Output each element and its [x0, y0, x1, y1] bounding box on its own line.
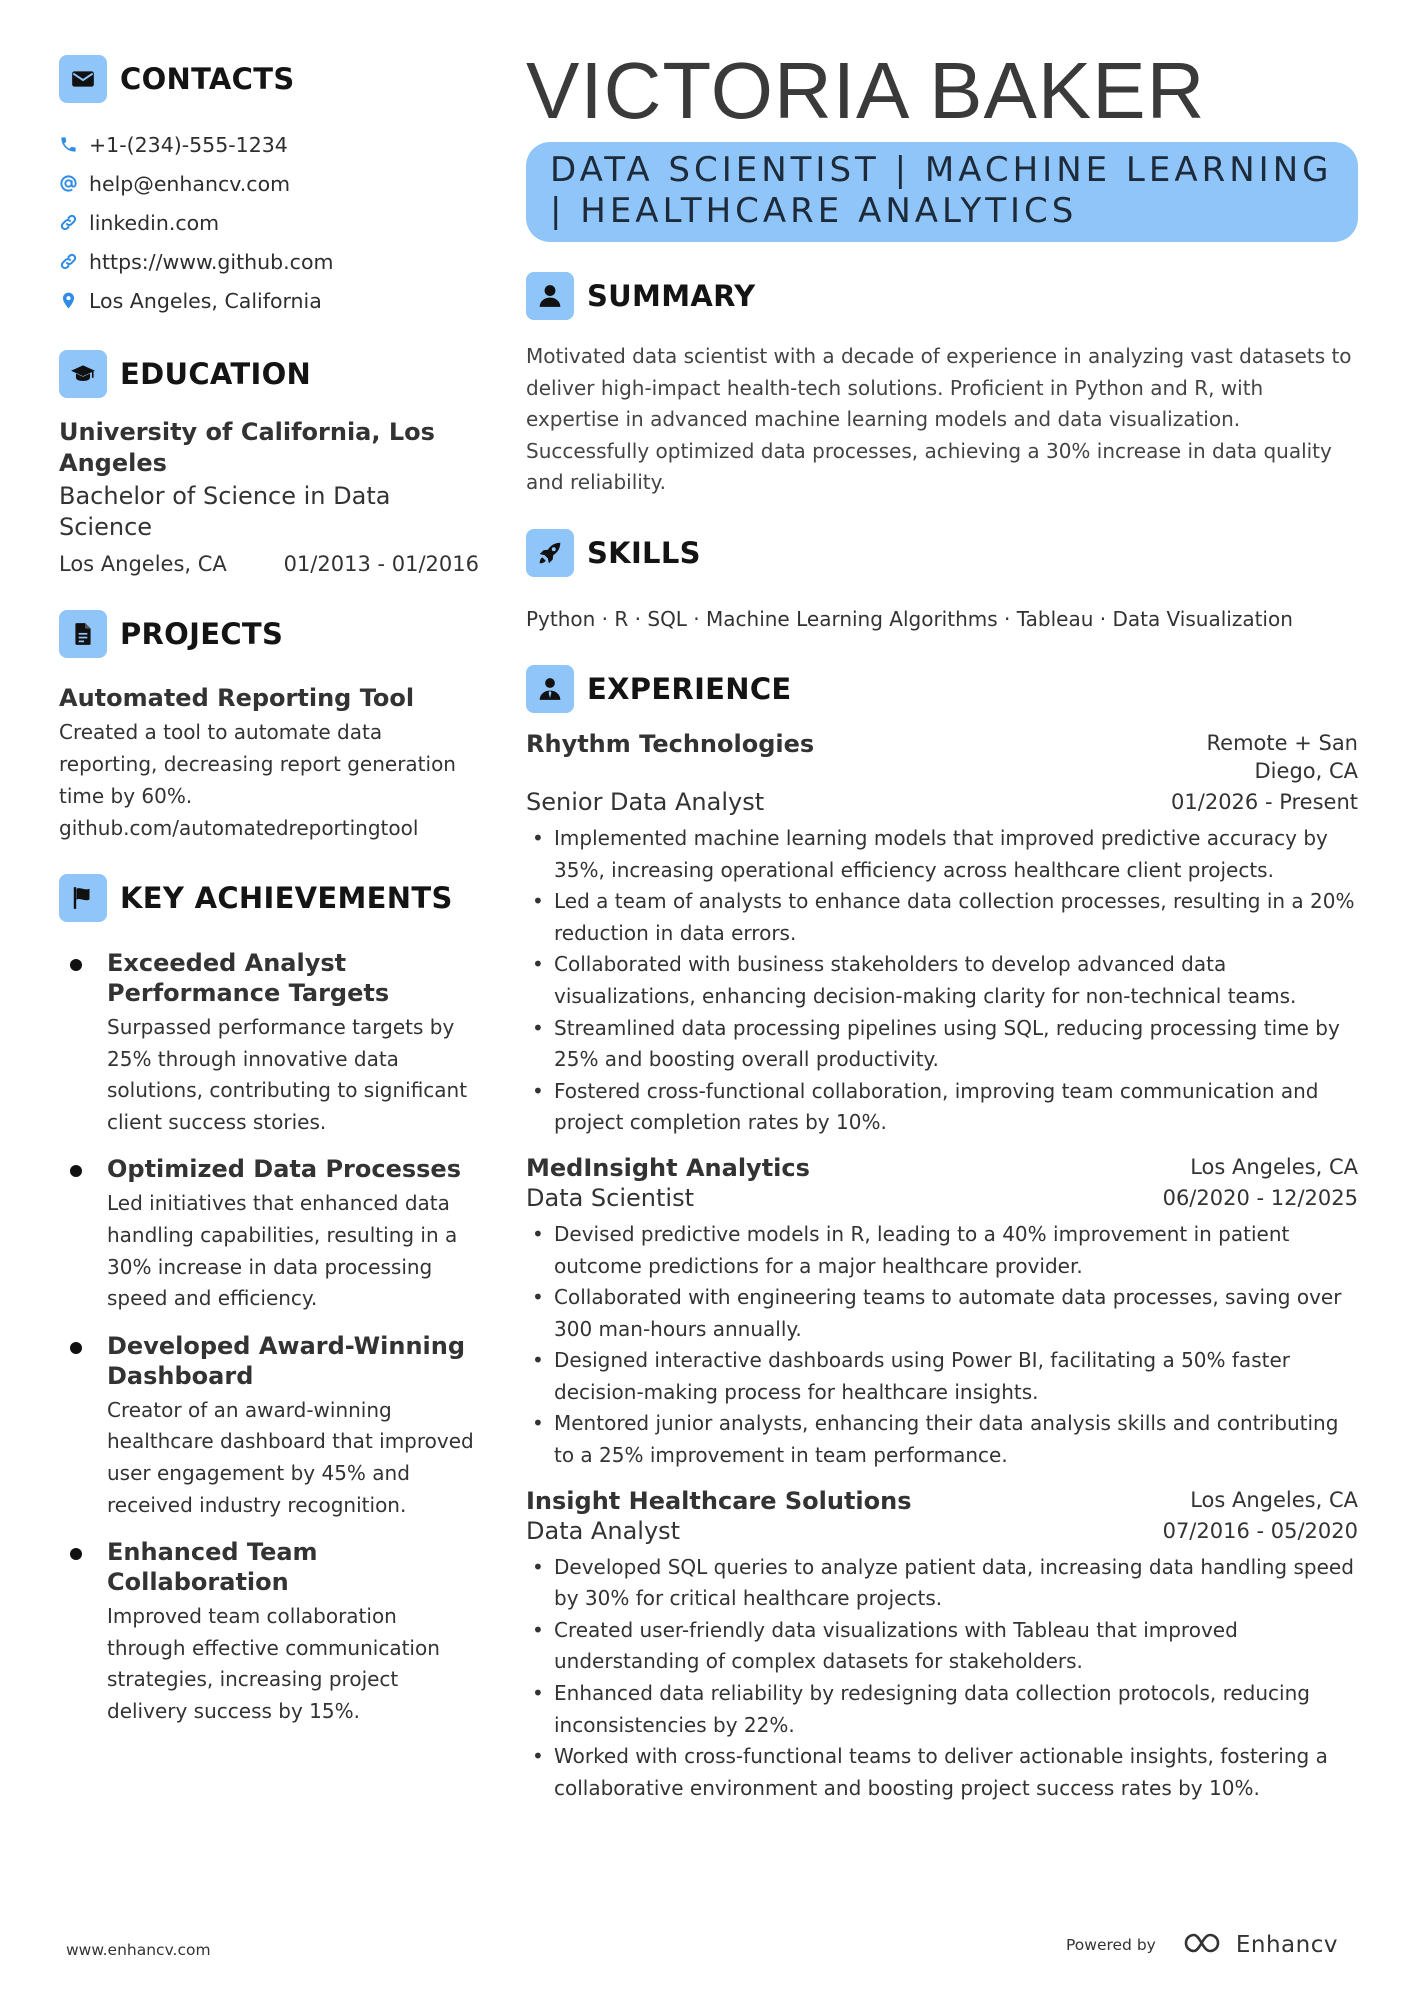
achievement-item — [59, 1537, 479, 1727]
achievement-title: Developed Award-Winning Dashboard — [107, 1331, 466, 1390]
job-bullet: • Enhanced data reliability by redesigning data collection protocols, reducing inconsistencies by 22%. — [526, 1678, 1358, 1741]
experience-header — [526, 665, 1358, 713]
achievement-description: Led initiatives that enhanced data handling capabilities, resulting in a 30% increase in data processing speed and efficiency. — [107, 1191, 458, 1311]
job-dates: 07/2016 - 05/2020 — [1162, 1518, 1358, 1543]
education-school: University of California, Los Angeles — [59, 418, 435, 477]
job-location: Remote + San Diego, CA — [1206, 730, 1358, 783]
achievements-header — [59, 874, 479, 922]
location-pin-icon — [59, 291, 89, 310]
achievements-list — [59, 948, 479, 1728]
footer-website[interactable]: www.enhancv.com — [66, 1941, 211, 1959]
job-dates: 01/2026 - Present — [1171, 789, 1358, 814]
job-entry — [526, 1486, 1358, 1805]
job-role-row — [526, 1183, 1358, 1213]
rocket-icon — [526, 529, 574, 577]
experience-heading: EXPERIENCE — [587, 671, 792, 706]
project-title: Automated Reporting Tool — [59, 684, 415, 712]
summary-header — [526, 272, 1358, 320]
achievement-item — [59, 1331, 479, 1521]
job-bullet: • Streamlined data processing pipelines using SQL, reducing processing time by 25% and boosting overall productivity. — [526, 1013, 1358, 1076]
summary-heading: SUMMARY — [587, 279, 756, 313]
job-bullet: • Fostered cross-functional collaboration, improving team communication and project completion rates by 10%. — [526, 1076, 1358, 1139]
enhancv-brand: Enhancv — [1235, 1932, 1338, 1958]
job-location: Los Angeles, CA — [1190, 1487, 1358, 1512]
job-role-row — [526, 787, 1358, 817]
at-icon — [59, 174, 89, 193]
contact-email[interactable] — [59, 164, 479, 203]
job-bullet: • Implemented machine learning models that improved predictive accuracy by 35%, increasing operational efficiency across healthcare client projects. — [526, 823, 1358, 886]
job-header-row — [526, 1153, 1358, 1183]
contact-location — [59, 281, 479, 320]
job-role: Data Scientist — [526, 1183, 694, 1212]
contact-linkedin-text: linkedin.com — [89, 210, 220, 235]
contact-github[interactable] — [59, 242, 479, 281]
link-icon — [59, 213, 89, 232]
job-header-row — [526, 1486, 1358, 1516]
envelope-icon — [59, 55, 107, 103]
left-column — [59, 55, 479, 1744]
candidate-name: VICTORIA BAKER — [526, 46, 1206, 135]
job-bullet: • Led a team of analysts to enhance data collection processes, resulting in a 20% reduction in data errors. — [526, 886, 1358, 949]
achievement-description: Surpassed performance targets by 25% through innovative data solutions, contributing to significant client success stories. — [107, 1015, 468, 1134]
bullet-dot — [70, 1342, 82, 1354]
projects-heading: PROJECTS — [120, 617, 284, 651]
bullet-dot — [70, 1165, 82, 1177]
job-bullet: • Developed SQL queries to analyze patient data, increasing data handling speed by 30% for critical healthcare projects. — [526, 1552, 1358, 1615]
skills-list: Python · R · SQL · Machine Learning Algorithms · Tableau · Data Visualization — [526, 606, 1293, 631]
project-link[interactable]: github.com/automatedreportingtool — [59, 816, 419, 840]
graduation-cap-icon — [59, 350, 107, 398]
job-bullet: • Devised predictive models in R, leading to a 40% improvement in patient outcome predictions for a major healthcare provider. — [526, 1219, 1358, 1282]
achievement-title: Exceeded Analyst Performance Targets — [107, 949, 390, 1007]
summary-text: Motivated data scientist with a decade of experience in analyzing vast datasets to deliver high-impact health-tech solutions. Proficient in Python and R, with expertise in advanced machine learning models and data visualization. Successfully optimized data processes, achieving a 30% increase in data quality and reliability. — [526, 344, 1352, 495]
education-location: Los Angeles, CA — [59, 552, 227, 576]
job-company: Rhythm Technologies — [526, 729, 815, 758]
job-bullets — [526, 823, 1358, 1139]
achievement-title: Enhanced Team Collaboration — [107, 1538, 318, 1597]
job-bullet: • Mentored junior analysts, enhancing their data analysis skills and contributing to a 25% improvement in team performance. — [526, 1408, 1358, 1471]
contact-phone[interactable] — [59, 125, 479, 164]
education-entry — [59, 417, 479, 580]
contacts-heading: CONTACTS — [120, 62, 295, 96]
job-role: Senior Data Analyst — [526, 787, 765, 816]
skills-header — [526, 529, 1358, 577]
document-icon — [59, 610, 107, 658]
bullet-dot — [70, 1548, 82, 1560]
job-entry — [526, 729, 1358, 1139]
project-item — [59, 682, 479, 844]
job-company: Insight Healthcare Solutions — [526, 1486, 912, 1515]
contact-linkedin[interactable] — [59, 203, 479, 242]
education-heading: EDUCATION — [120, 357, 312, 391]
job-bullet: • Collaborated with engineering teams to automate data processes, saving over 300 man-hours annually. — [526, 1282, 1358, 1345]
user-icon — [526, 272, 574, 320]
bullet-dot — [70, 959, 82, 971]
job-list — [526, 729, 1358, 1804]
summary-section — [526, 272, 1358, 499]
education-meta — [59, 549, 479, 580]
job-dates: 06/2020 - 12/2025 — [1162, 1185, 1358, 1210]
job-bullet: • Collaborated with business stakeholders to develop advanced data visualizations, enhancing decision-making clarity for non-technical teams. — [526, 949, 1358, 1012]
job-bullet: • Created user-friendly data visualizations with Tableau that improved understanding of complex datasets for stakeholders. — [526, 1615, 1358, 1678]
phone-icon — [59, 135, 89, 154]
link-icon — [59, 252, 89, 271]
achievement-title: Optimized Data Processes — [107, 1155, 461, 1184]
achievement-item — [59, 1154, 479, 1314]
job-role: Data Analyst — [526, 1516, 681, 1545]
contact-email-text: help@enhancv.com — [89, 171, 291, 196]
achievement-description: Creator of an award-winning healthcare dashboard that improved user engagement by 45% and received industry recognition. — [107, 1397, 474, 1517]
contact-location-text: Los Angeles, California — [89, 288, 322, 313]
user-tie-icon — [526, 665, 574, 713]
right-column — [526, 46, 1358, 1804]
flag-icon — [59, 874, 107, 922]
contact-phone-text: +1-(234)-555-1234 — [89, 132, 288, 157]
contact-github-text: https://www.github.com — [89, 249, 334, 274]
achievement-item — [59, 948, 479, 1138]
candidate-title: DATA SCIENTIST | MACHINE LEARNING | HEALTHCARE ANALYTICS — [550, 150, 1333, 231]
education-dates: 01/2013 - 01/2016 — [283, 552, 479, 576]
footer-branding[interactable] — [1066, 1930, 1338, 1960]
job-bullets — [526, 1552, 1358, 1805]
title-banner — [526, 142, 1358, 242]
job-company: MedInsight Analytics — [526, 1153, 810, 1182]
education-degree: Bachelor of Science in Data Science — [59, 482, 391, 541]
job-bullets — [526, 1219, 1358, 1472]
job-entry — [526, 1153, 1358, 1472]
skills-heading: SKILLS — [587, 535, 701, 570]
contact-list — [59, 125, 479, 320]
powered-by-label: Powered by — [1066, 1936, 1156, 1954]
achievement-description: Improved team collaboration through effective communication strategies, increasing project delivery success by 15%. — [107, 1604, 440, 1723]
job-bullet: • Worked with cross-functional teams to deliver actionable insights, fostering a collaborative environment and boosting project success rates by 10%. — [526, 1741, 1358, 1804]
achievements-heading: KEY ACHIEVEMENTS — [120, 881, 453, 915]
job-location: Los Angeles, CA — [1190, 1154, 1358, 1179]
job-header-row — [526, 729, 1358, 785]
skills-section — [526, 529, 1358, 635]
project-description: Created a tool to automate data reporting, decreasing report generation time by 60%. — [59, 720, 456, 808]
job-bullet: • Designed interactive dashboards using Power BI, facilitating a 50% faster decision-making process for healthcare insights. — [526, 1345, 1358, 1408]
contacts-header — [59, 55, 479, 103]
job-role-row — [526, 1516, 1358, 1546]
projects-header — [59, 610, 479, 658]
enhancv-logo-icon — [1182, 1930, 1228, 1960]
education-header — [59, 350, 479, 398]
experience-section — [526, 665, 1358, 1804]
